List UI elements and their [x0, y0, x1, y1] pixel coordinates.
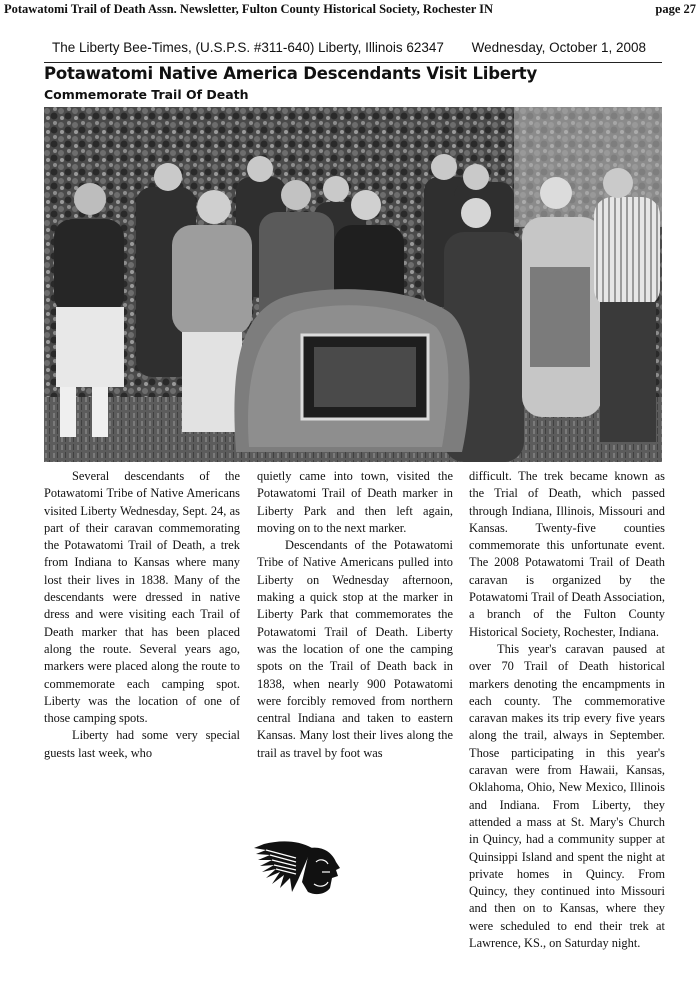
- masthead-rule: [44, 62, 662, 63]
- article-paragraph: Liberty had some very special guests last week, who: [44, 728, 240, 760]
- article-paragraph: Descendants of the Potawatomi Tribe of Native Americans pulled into Liberty on Wednesday afternoon, making a quick stop at the marker in Liberty Park that commemorates the Potawatomi Trail of Death. Liberty was the location of one the camping spots on the Trail of Death back in 1838, when nearly 900 Potawatomi were forcibly removed from northern central Indiana and taken to eastern Kansas. Many lost their lives along the trail as travel by foot was: [257, 538, 453, 760]
- article-headline: Potawatomi Native America Descendants Visit Liberty: [44, 64, 537, 83]
- article-paragraph: difficult. The trek became known as the Trial of Death, which passed through Indiana, Illinois, Missouri and Kansas. Twenty-five counties commemorate this unfortunate event. The 2008 Potawatomi Trail of Death caravan is organized by the Potawatomi Trail of Death Association, a branch of the Fulton County Historical Society, Rochester, Indiana.: [469, 469, 665, 639]
- running-head: Potawatomi Trail of Death Assn. Newsletter, Fulton County Historical Society, Rochester IN: [4, 2, 494, 16]
- page-number: page 27: [655, 2, 696, 16]
- group-photo: [44, 107, 662, 462]
- group-photo-image: [44, 107, 662, 462]
- article-subhead: Commemorate Trail Of Death: [44, 87, 249, 102]
- masthead: [52, 40, 646, 55]
- article-column-2: [257, 468, 453, 762]
- article-paragraph: quietly came into town, visited the Potawatomi Trail of Death marker in Liberty Park and then left again, moving on to the next marker.: [257, 469, 453, 535]
- chief-headdress-icon: [250, 838, 348, 900]
- article-paragraph: Several descendants of the Potawatomi Tribe of Native Americans visited Liberty Wednesday, Sept. 24, as part of their caravan commemorating the Potawatomi Trail of Death, a trek from Indiana to Kansas where many lost their lives in 1838. Many of the descendants were dressed in native dress and were visiting each Trail of Death marker that has been placed along the route. Several years ago, markers were placed along the route to commemorate each camping spot. Liberty was the location of one of those camping spots.: [44, 469, 240, 726]
- article-column-1: [44, 468, 240, 762]
- native-chief-head-logo: [250, 838, 348, 900]
- article-column-3: [469, 468, 665, 952]
- publication-info: The Liberty Bee-Times, (U.S.P.S. #311-640) Liberty, Illinois 62347: [52, 40, 444, 55]
- article-paragraph: This year's caravan paused at over 70 Trail of Death historical markers denoting the encampments in each county. The commemorative caravan makes its trip every five years along the trail, always in September. Those participating in this year's caravan were from Hawaii, Kansas, Oklahoma, Ohio, New Mexico, Illinois and Indiana. From Liberty, they attended a mass at St. Mary's Church in Quincy, had a community supper at Quinsippi Island and spent the night at private homes in Quincy. From Quincy, they continued into Missouri and then on to Kansas, where they were scheduled to end their trek at Lawrence, KS., on Saturday night.: [469, 641, 665, 951]
- publication-date: Wednesday, October 1, 2008: [471, 40, 646, 55]
